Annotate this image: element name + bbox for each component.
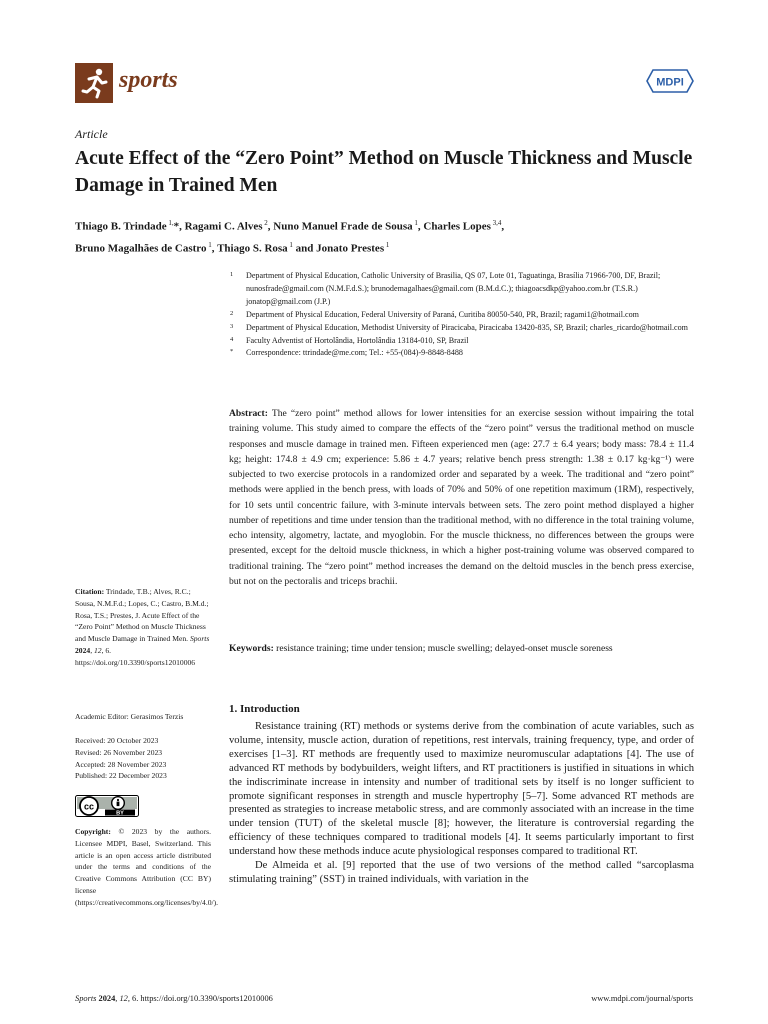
- author-affiliation-mark: 1: [412, 219, 418, 227]
- intro-paragraph: Resistance training (RT) methods or systems derive from the combination of acute variables, such as volume, intensity, muscle action, duration of repetitions, rest intervals, training frequency, type, and order of exercises [1–3]. RT methods are frequently used to maximize neuromuscular adaptations [4]. The use of advanced RT methods by bodybuilders, weight lifters, and RT practitioners is justified in situations in which the indiscriminate increase in intensity and number of traditional sets by itself is no longer sufficient to promote significant responses in strength and muscle hypertrophy [5–7]. Some advanced RT methods are presented as strategies to increase metabolic stress, and are commonly associated with an increase in the time under tension (TUT) of the skeletal muscle [8]; however, the literature is controversial regarding the efficiency of these techniques compared to traditional models [4]. It seems particularly important to first understand how these methods induce acute physiological responses compared to traditional RT.: [229, 721, 694, 858]
- affiliation-text: Correspondence: ttrindade@me.com; Tel.: +55-(084)-9-8848-8488: [246, 348, 463, 358]
- citation-label: Citation:: [75, 587, 105, 596]
- history-dates: [75, 735, 211, 782]
- article-type: Article: [75, 127, 108, 141]
- author-affiliation-mark: 1,: [166, 219, 174, 227]
- affiliation-mark: 4: [230, 335, 234, 343]
- running-person-icon: [75, 63, 113, 103]
- footer-year: 2024: [98, 994, 116, 1003]
- affiliation-mark: *: [230, 348, 234, 356]
- license-badge: BY: [116, 810, 124, 817]
- affiliation-mark: 2: [230, 309, 234, 317]
- citation-journal: Sports: [189, 634, 210, 644]
- history-date: Accepted: 28 November 2023: [75, 759, 167, 769]
- citation-year: 2024: [75, 645, 91, 655]
- author-name: Nuno Manuel Frade de Sousa: [273, 220, 413, 233]
- footer-citation: Sports 2024, 12, 6. https://doi.org/10.3390/sports12010006: [75, 994, 273, 1003]
- citation-block: Citation: Trindade, T.B.; Alves, R.C.; Sousa, N.M.F.d.; Lopes, C.; Castro, B.M.d.; Rosa, T.S.; Prestes, J. Acute Effect of the “Zero Point” Method on Muscle Thickness and Muscle Damage in Trained Men. Sports 2024, 12, 6. https://doi.org/10.3390/sports12010006: [75, 587, 210, 667]
- author-name: Charles Lopes: [423, 220, 491, 233]
- history-date: Published: 22 December 2023: [75, 771, 167, 781]
- copyright-block: [75, 826, 219, 909]
- abstract: [229, 406, 694, 589]
- author-affiliation-mark: 3,4: [490, 219, 502, 227]
- affiliation-item: [230, 335, 690, 348]
- mdpi-logo: [645, 66, 695, 96]
- abstract-label: Abstract:: [229, 408, 268, 419]
- affiliation-text: Faculty Adventist of Hortolândia, Hortolândia 13184-010, SP, Brazil: [246, 335, 469, 345]
- affiliation-text: Department of Physical Education, Federal University of Paraná, Curitiba 80050-540, PR, Brazil; ragami1@hotmail.com: [246, 309, 639, 319]
- intro-paragraph: De Almeida et al. [9] reported that the use of two versions of the method called “sarcoplasma stimulating training” (SST) in trained individuals, with variation in the: [229, 860, 694, 885]
- author-affiliation-mark: 2: [262, 219, 268, 227]
- intro-body: [229, 720, 694, 887]
- footer-volume: 12: [119, 994, 128, 1003]
- author-list: Thiago B. Trindade $^{1,}$*, Ragami C. Alves $^2$, Nuno Manuel Frade de Sousa $^1$, Charles Lopes $^{3,4}$, Bruno Magalhães de Castro $^1$, Thiago S. Rosa $^1$ and Jonato Prestes $^1$: [75, 219, 505, 255]
- citation-text: Trindade, T.B.; Alves, R.C.; Sousa, N.M.F.d.; Lopes, C.; Castro, B.M.d.; Rosa, T.S.; Prestes, J. Acute Effect of the “Zero Point” Method on Muscle Thickness and Muscle Damage in Trained Men.: [75, 587, 209, 644]
- keywords-label: Keywords:: [229, 643, 274, 654]
- history-date: Revised: 26 November 2023: [75, 747, 163, 757]
- affiliation-item: [230, 322, 690, 335]
- section-heading: 1. Introduction: [229, 703, 300, 715]
- affiliation-item: [230, 309, 690, 322]
- author-affiliation-mark: 1: [206, 240, 212, 249]
- copyright-text: © 2023 by the authors. Licensee MDPI, Basel, Switzerland. This article is an open access article distributed under the terms and conditions of the Creative Commons Attribution (CC BY) license (https://creativecommons.org/licenses/by/4.0/).: [75, 827, 219, 907]
- affiliation-item: [230, 347, 690, 360]
- affiliation-text: Department of Physical Education, Catholic University of Brasilia, QS 07, Lote 01, Taguatinga, Brasília 71966-700, DF, Brazil; nunosfrade@gmail.com (N.M.F.d.S.); brunodemagalhaes@gmail.com (B.M.d.C.); thiagoacsdkp@yahoo.com.br (T.S.R.) jonatop@gmail.com (J.P.): [246, 271, 661, 306]
- affiliation-item: [230, 270, 690, 309]
- svg-text:cc: cc: [83, 801, 95, 812]
- affiliations: [230, 270, 690, 360]
- citation-volume: 12: [93, 645, 102, 655]
- author-name: Jonato Prestes: [316, 242, 385, 255]
- cc-by-icon[interactable]: [75, 795, 139, 817]
- journal-logo: [75, 63, 113, 103]
- author-name: Bruno Magalhães de Castro: [75, 242, 207, 255]
- keywords-text: resistance training; time under tension; muscle swelling; delayed-onset muscle soreness: [276, 643, 613, 654]
- affiliation-text: Department of Physical Education, Methodist University of Piracicaba, Piracicaba 13420-835, SP, Brazil; charles_ricardo@hotmail.com: [246, 322, 688, 332]
- affiliation-mark: 1: [230, 271, 234, 278]
- citation-doi[interactable]: , 6. https://doi.org/10.3390/sports12010006: [75, 645, 196, 667]
- publisher-name: MDPI: [656, 76, 684, 89]
- author-name: Thiago S. Rosa: [217, 242, 288, 255]
- footer-url[interactable]: www.mdpi.com/journal/sports: [591, 994, 693, 1003]
- journal-name: sports: [119, 67, 178, 93]
- author-affiliation-mark: 1: [384, 240, 390, 249]
- history-date: Received: 20 October 2023: [75, 736, 159, 745]
- footer-journal: Sports: [75, 994, 97, 1003]
- paper-title: Acute Effect of the “Zero Point” Method on Muscle Thickness and Muscle Damage in Trained Men: [75, 148, 693, 196]
- author-name: Ragami C. Alves: [184, 220, 263, 233]
- author-affiliation-mark: 1: [287, 240, 293, 249]
- copyright-label: Copyright:: [75, 827, 111, 836]
- keywords: [229, 641, 694, 656]
- footer-doi[interactable]: , 6. https://doi.org/10.3390/sports12010006: [127, 994, 273, 1003]
- author-name: Thiago B. Trindade: [75, 220, 167, 233]
- academic-editor: Academic Editor: Gerasimos Terzis: [75, 712, 184, 721]
- abstract-text: The “zero point” method allows for lower intensities for an exercise session without impairing the total training volume. This study aimed to compare the effects of the “zero point” versus the traditional method on muscle responses and muscle damage in trained men. Fifteen experienced men (age: 27.7 ± 6.4 years; body mass: 78.4 ± 11.4 kg; height: 174.8 ± 4.9 cm; experience: 5.86 ± 4.7 years; relative bench press strength: 1.38 ± 0.17 kg·kg⁻¹) were subjected to two exercise protocols in a randomized order and separated by a week. The traditional and “zero point” methods were applied in the bench press, with loads of 70% and 50% of one repetition maximum (1RM), respectively, for 10 sets until concentric failure, with 3-minute intervals between sets. The zero point method displayed a higher number of repetitions and time under tension than the traditional method, with no difference in the total training volume, echo intensity, algometry, lactate, and myoglobin. For the muscle thickness, no differences between the groups were presented, except for the deltoid muscle thickness, in which a higher post-training volume was observed compared to traditional training. The “zero point” method increases the demand on the deltoid muscles in the bench press exercise, but not on the pectoralis and triceps brachii.: [229, 408, 695, 587]
- affiliation-mark: 3: [230, 322, 234, 330]
